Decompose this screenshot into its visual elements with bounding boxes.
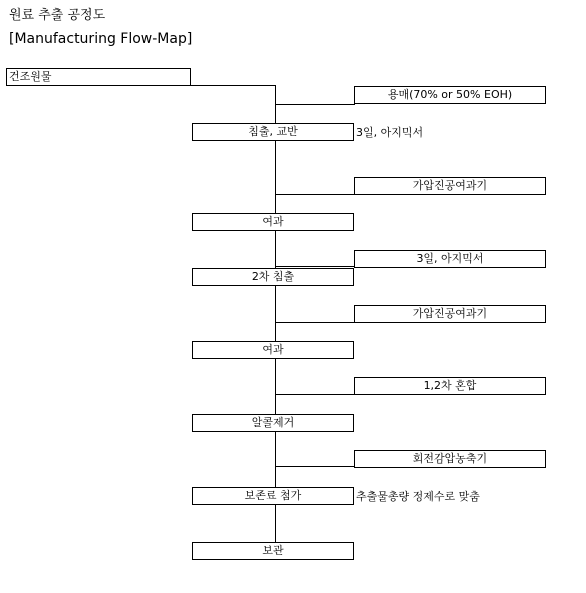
input-vacuum-filter: 가압진공여과기 — [354, 177, 546, 195]
input-rotary-evaporator: 회전감압농축기 — [354, 450, 546, 468]
step-preservative-addition: 보존료 첨가 — [192, 487, 354, 505]
step-storage: 보관 — [192, 542, 354, 560]
step-filtration: 여과 — [192, 213, 354, 231]
input-connector — [275, 104, 355, 105]
input-connector — [275, 266, 355, 267]
step-raw-material: 건조원물 — [6, 68, 191, 86]
input-connector — [275, 322, 355, 323]
step-alcohol-removal: 알콜제거 — [192, 414, 354, 432]
input-connector — [275, 466, 355, 467]
note-extraction-condition: 3일, 아지믹서 — [356, 126, 424, 139]
diagram-subtitle: [Manufacturing Flow-Map] — [9, 31, 193, 47]
input-connector — [275, 194, 355, 195]
step-second-extraction: 2차 침출 — [192, 268, 354, 286]
raw-material-connector — [190, 85, 276, 86]
flow-trunk-line — [275, 86, 276, 542]
input-solvent: 용매(70% or 50% EOH) — [354, 86, 546, 104]
note-volume-adjustment: 추출물총량 정제수로 맞춤 — [356, 490, 480, 503]
input-combine: 1,2차 혼합 — [354, 377, 546, 395]
input-mixer: 3일, 아지믹서 — [354, 250, 546, 268]
step-extraction-stirring: 침출, 교반 — [192, 123, 354, 141]
input-connector — [275, 394, 355, 395]
input-vacuum-filter: 가압진공여과기 — [354, 305, 546, 323]
diagram-title: 원료 추출 공정도 — [9, 8, 106, 23]
step-filtration: 여과 — [192, 341, 354, 359]
